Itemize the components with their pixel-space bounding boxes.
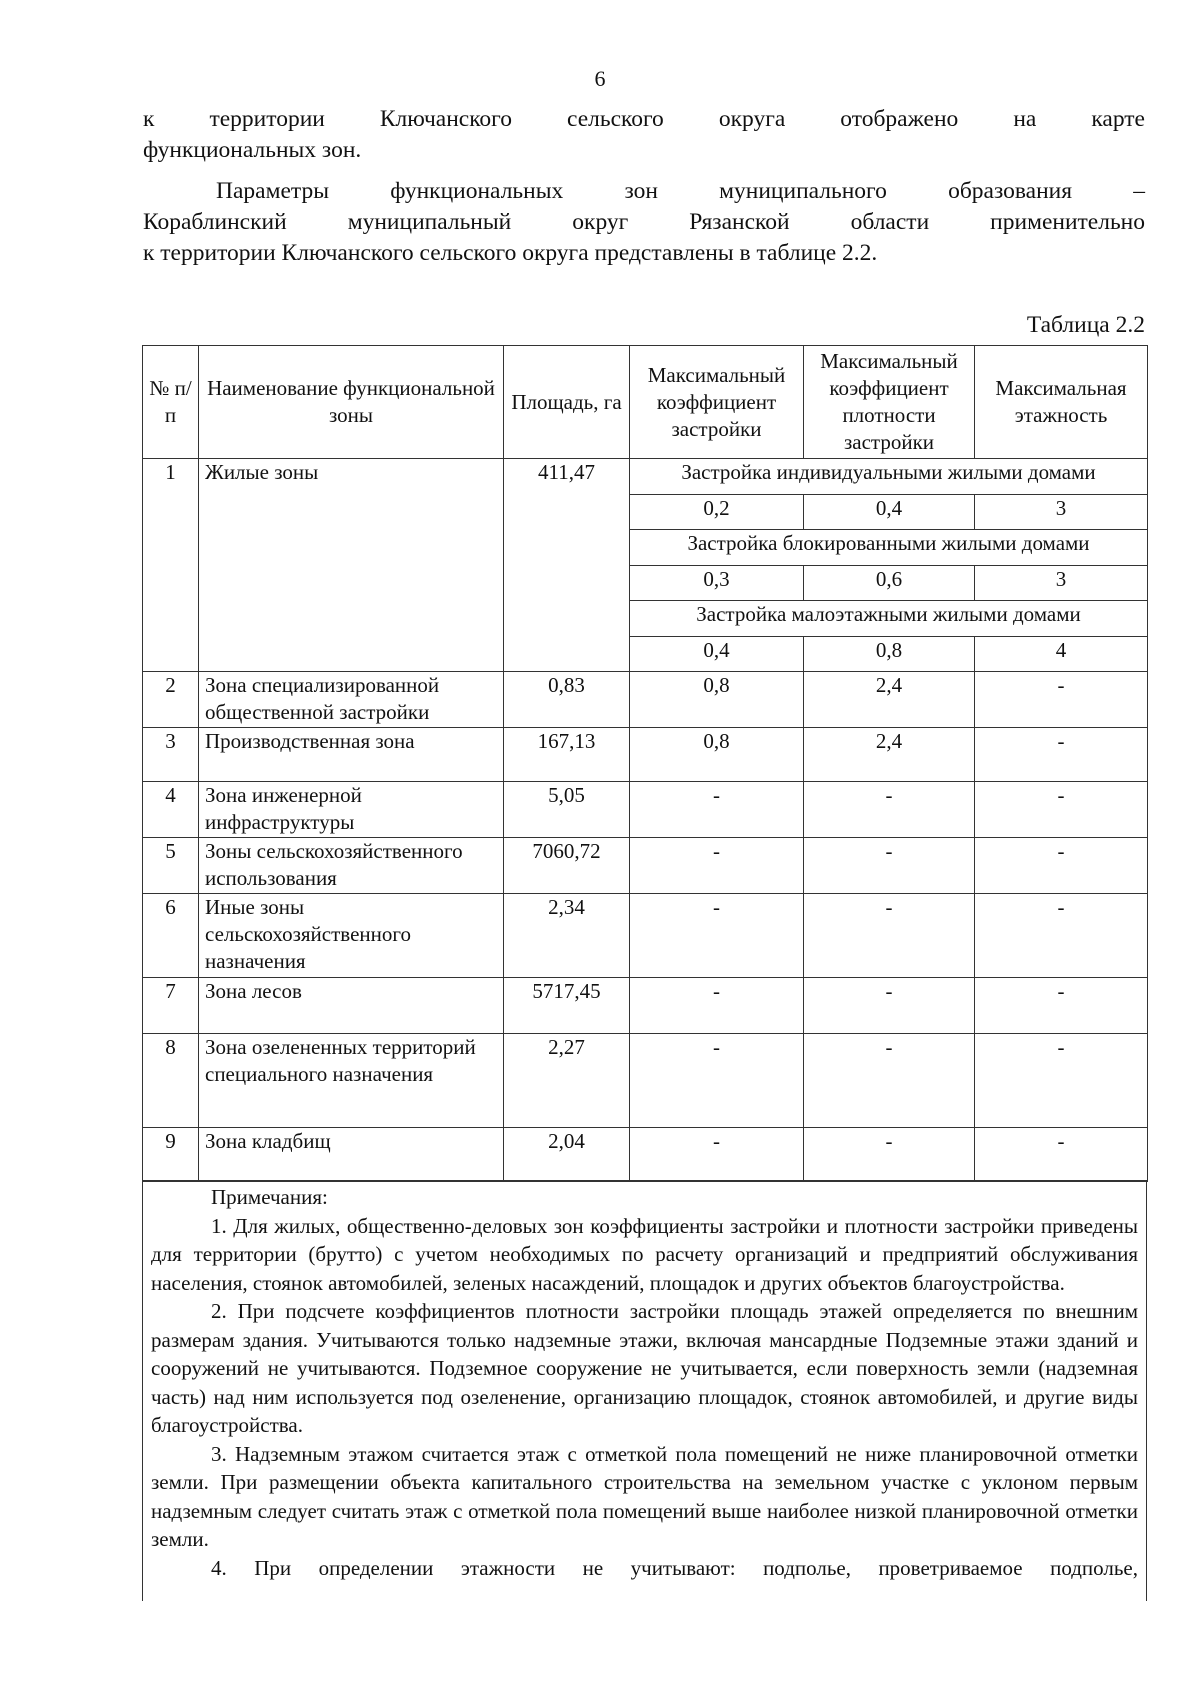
cell-density: 0,6 <box>804 566 975 601</box>
table-row <box>143 459 1148 495</box>
cell-floors: 3 <box>975 566 1148 601</box>
table-header-row <box>143 346 1148 459</box>
note-item: 4. При определении этажности не учитывают: подполье, проветриваемое подполье, <box>211 1555 1138 1580</box>
cell-area: 2,34 <box>504 894 630 978</box>
cell-num: 3 <box>143 728 199 782</box>
cell-coef: - <box>630 782 804 838</box>
header-max-coef-density: Максимальный коэффициент плотности застройки <box>804 346 975 459</box>
cell-coef: - <box>630 1034 804 1128</box>
cell-floors: - <box>975 838 1148 894</box>
cell-coef: 0,8 <box>630 672 804 728</box>
cell-name: Иные зоны сельскохозяйственного назначения <box>199 894 504 978</box>
cell-name: Жилые зоны <box>199 459 504 672</box>
subgroup-label: Застройка блокированными жилыми домами <box>630 530 1148 566</box>
cell-area: 5717,45 <box>504 978 630 1034</box>
cell-area: 0,83 <box>504 672 630 728</box>
intro-paragraph-2-line-3: к территории Ключанского сельского округа представлены в таблице 2.2. <box>143 240 878 266</box>
cell-num: 8 <box>143 1034 199 1128</box>
cell-area: 167,13 <box>504 728 630 782</box>
cell-name: Зоны сельскохозяйственного использования <box>199 838 504 894</box>
cell-density: - <box>804 782 975 838</box>
table-row <box>143 1034 1148 1128</box>
cell-name: Зона лесов <box>199 978 504 1034</box>
cell-area: 2,27 <box>504 1034 630 1128</box>
intro-line-1: к территории Ключанского сельского округа отображено на карте <box>143 106 1145 132</box>
note-item: 2. При подсчете коэффициентов плотности застройки площадь этажей определяется по внешним размерам здания. Учитываются только надземные этажи, включая мансардные Подземные этажи зданий и сооружений не учитываются. Подземное сооружение не учитывается, если поверхность земли (надземная часть) над ним используется под озеленение, организацию площадок, стоянок автомобилей, и другие виды благоустройства. <box>151 1299 1138 1437</box>
intro-line-2: функциональных зон. <box>143 137 362 163</box>
cell-density: 2,4 <box>804 672 975 728</box>
cell-coef: - <box>630 978 804 1034</box>
cell-density: 0,4 <box>804 495 975 530</box>
notes-title: Примечания: <box>211 1185 328 1209</box>
cell-density: - <box>804 978 975 1034</box>
cell-num: 1 <box>143 459 199 672</box>
cell-coef: - <box>630 1128 804 1182</box>
cell-density: 0,8 <box>804 637 975 672</box>
zones-table <box>142 345 1148 1182</box>
cell-density: 2,4 <box>804 728 975 782</box>
notes-box <box>142 1180 1147 1601</box>
cell-floors: - <box>975 978 1148 1034</box>
cell-name: Зона кладбищ <box>199 1128 504 1182</box>
cell-num: 6 <box>143 894 199 978</box>
subgroup-label: Застройка малоэтажными жилыми домами <box>630 601 1148 637</box>
cell-area: 2,04 <box>504 1128 630 1182</box>
cell-num: 9 <box>143 1128 199 1182</box>
cell-name: Зона специализированной общественной застройки <box>199 672 504 728</box>
table-row <box>143 672 1148 728</box>
cell-density: - <box>804 1034 975 1128</box>
cell-area: 5,05 <box>504 782 630 838</box>
table-row <box>143 1128 1148 1182</box>
cell-area: 7060,72 <box>504 838 630 894</box>
cell-floors: - <box>975 728 1148 782</box>
cell-name: Производственная зона <box>199 728 504 782</box>
cell-name: Зона озелененных территорий специального назначения <box>199 1034 504 1128</box>
header-name: Наименование функциональной зоны <box>199 346 504 459</box>
cell-floors: - <box>975 894 1148 978</box>
note-item: 1. Для жилых, общественно-деловых зон коэффициенты застройки и плотности застройки приведены для территории (брутто) с учетом необходимых по расчету организаций и предприятий обслуживания населения, стоянок автомобилей, зеленых насаждений, площадок и других объектов благоустройства. <box>151 1213 1138 1295</box>
cell-coef: - <box>630 838 804 894</box>
cell-floors: 3 <box>975 495 1148 530</box>
cell-floors: - <box>975 782 1148 838</box>
table-row <box>143 728 1148 782</box>
header-num: № п/п <box>143 346 199 459</box>
table-row <box>143 978 1148 1034</box>
cell-num: 5 <box>143 838 199 894</box>
table-row <box>143 782 1148 838</box>
cell-density: - <box>804 838 975 894</box>
cell-coef: 0,3 <box>630 566 804 601</box>
intro-paragraph-2-line-2: Кораблинский муниципальный округ Рязанской области применительно <box>143 209 1145 235</box>
cell-floors: 4 <box>975 637 1148 672</box>
cell-floors: - <box>975 1128 1148 1182</box>
header-max-floors: Максимальная этажность <box>975 346 1148 459</box>
cell-coef: 0,2 <box>630 495 804 530</box>
table-row <box>143 838 1148 894</box>
cell-name: Зона инженерной инфраструктуры <box>199 782 504 838</box>
note-item: 3. Надземным этажом считается этаж с отметкой пола помещений не ниже планировочной отметки земли. При размещении объекта капитального строительства на земельном участке с уклоном первым надземным следует считать этаж с отметкой пола помещений выше наиболее низкой планировочной отметки земли. <box>151 1441 1138 1551</box>
cell-area: 411,47 <box>504 459 630 672</box>
table-row <box>143 894 1148 978</box>
header-max-coef-build: Максимальный коэффициент застройки <box>630 346 804 459</box>
cell-floors: - <box>975 1034 1148 1128</box>
cell-floors: - <box>975 672 1148 728</box>
page-number: 6 <box>594 66 606 91</box>
cell-num: 2 <box>143 672 199 728</box>
cell-density: - <box>804 1128 975 1182</box>
cell-num: 4 <box>143 782 199 838</box>
cell-coef: 0,8 <box>630 728 804 782</box>
cell-coef: - <box>630 894 804 978</box>
table-caption: Таблица 2.2 <box>1026 312 1145 338</box>
cell-num: 7 <box>143 978 199 1034</box>
cell-coef: 0,4 <box>630 637 804 672</box>
header-area: Площадь, га <box>504 346 630 459</box>
subgroup-label: Застройка индивидуальными жилыми домами <box>630 459 1148 495</box>
cell-density: - <box>804 894 975 978</box>
intro-paragraph-2-line-1: Параметры функциональных зон муниципального образования – <box>216 178 1145 204</box>
